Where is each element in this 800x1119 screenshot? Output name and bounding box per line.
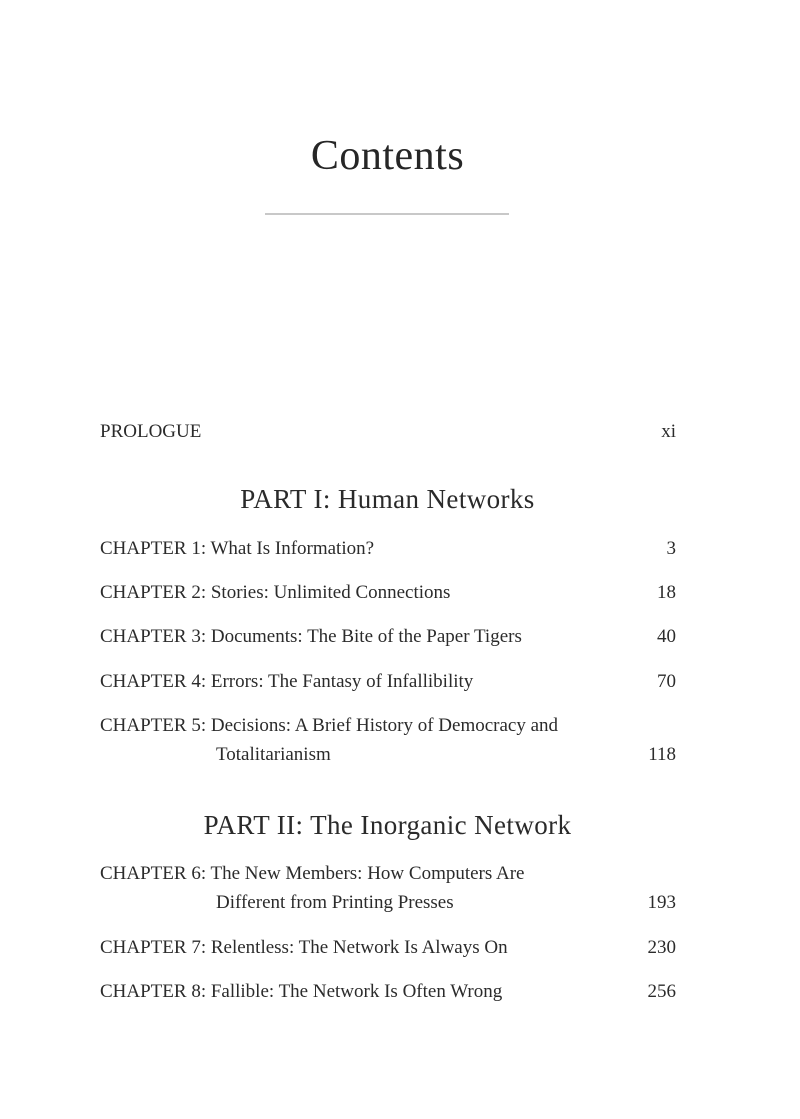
toc-entry-chapter-8[interactable]: [100, 977, 676, 1006]
part-heading-2: PART II: The Inorganic Network: [203, 810, 572, 840]
toc-entry-label-continuation: Different from Printing Presses: [216, 892, 454, 913]
title-divider: [265, 213, 509, 215]
toc-entry-label: CHAPTER 8: Fallible: The Network Is Often Wrong: [100, 981, 503, 1002]
toc-entry-label: CHAPTER 1: What Is Information?: [100, 538, 375, 559]
part-heading-1: PART I: Human Networks: [240, 484, 535, 514]
toc-page-number: 70: [657, 671, 676, 692]
toc-entry-chapter-5[interactable]: [100, 711, 676, 769]
toc-entry-label: PROLOGUE: [100, 421, 202, 442]
toc-entry-chapter-6[interactable]: [100, 859, 676, 917]
toc-page-number: xi: [661, 421, 676, 442]
toc-entry-label: CHAPTER 2: Stories: Unlimited Connections: [100, 582, 451, 603]
toc-page-number: 18: [657, 582, 676, 603]
toc-page-number: 3: [666, 538, 676, 559]
toc-entry-chapter-2[interactable]: [100, 578, 676, 607]
toc-entry-label: CHAPTER 7: Relentless: The Network Is Always On: [100, 937, 508, 958]
toc-page-number: 193: [647, 892, 676, 913]
toc-page-number: 230: [647, 937, 676, 958]
page-title: Contents: [310, 133, 465, 179]
toc-entry-label: CHAPTER 4: Errors: The Fantasy of Infallibility: [100, 671, 474, 692]
toc-page-number: 118: [648, 744, 676, 765]
toc-entry-label: CHAPTER 6: The New Members: How Computers Are: [100, 863, 525, 884]
toc-entry-label: CHAPTER 3: Documents: The Bite of the Paper Tigers: [100, 626, 522, 647]
toc-entry-chapter-4[interactable]: [100, 667, 676, 696]
toc-entry-chapter-1[interactable]: [100, 534, 676, 563]
toc-page-number: 40: [657, 626, 676, 647]
toc-entry-chapter-3[interactable]: [100, 622, 676, 651]
toc-entry-label: CHAPTER 5: Decisions: A Brief History of Democracy and: [100, 715, 559, 736]
toc-entry-chapter-7[interactable]: [100, 933, 676, 962]
toc-entry-label-continuation: Totalitarianism: [216, 744, 331, 765]
toc-page-number: 256: [647, 981, 676, 1002]
toc-entry-prologue[interactable]: [100, 417, 676, 446]
